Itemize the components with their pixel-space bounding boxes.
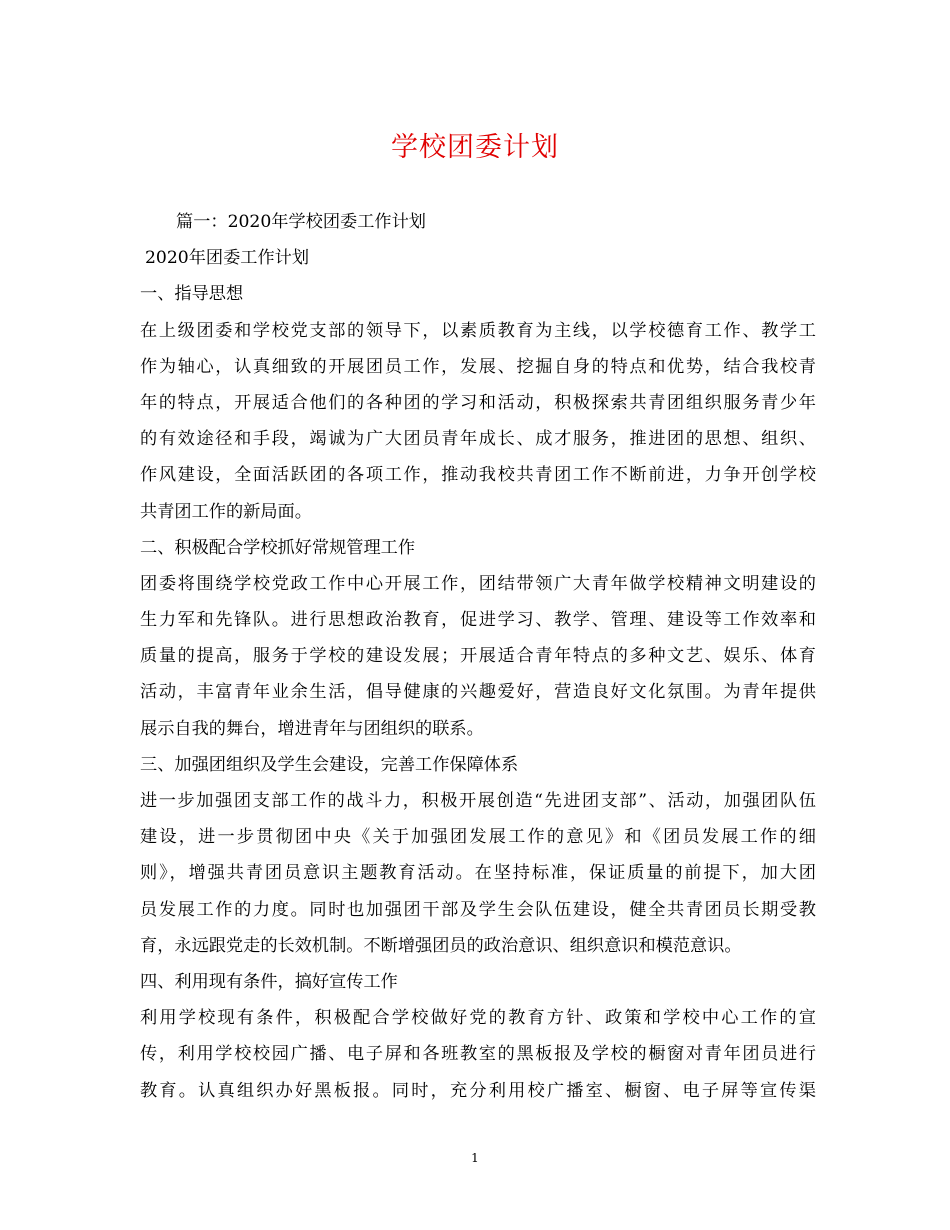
paragraph-line: 教育。认真组织办好黑板报。同时，充分利用校广播室、橱窗、电子屏等宣传渠 — [140, 1080, 816, 1101]
heading-publicity-work: 四、利用现有条件，搞好宣传工作 — [140, 971, 398, 992]
paragraph-line: 作风建设，全面活跃团的各项工作，推动我校共青团工作不断前进，力争开创学校 — [140, 465, 816, 486]
heading-organization-building: 三、加强团组织及学生会建设，完善工作保障体系 — [140, 754, 519, 775]
paragraph-line: 员发展工作的力度。同时也加强团干部及学生会队伍建设，健全共青团员长期受教 — [140, 899, 816, 920]
paragraph-line: 的有效途径和手段，竭诚为广大团员青年成长、成才服务，推进团的思想、组织、 — [140, 429, 816, 450]
paragraph-line: 育，永远跟党走的长效机制。不断增强团员的政治意识、组织意识和模范意识。 — [140, 935, 742, 956]
section-heading-piece-one: 篇一：2020年学校团委工作计划 — [176, 212, 426, 232]
paragraph-line: 生力军和先锋队。进行思想政治教育，促进学习、教学、管理、建设等工作效率和 — [140, 610, 816, 631]
heading-guiding-thought: 一、指导思想 — [140, 284, 244, 305]
paragraph-line: 建设，进一步贯彻团中央《关于加强团发展工作的意见》和《团员发展工作的细 — [140, 827, 816, 848]
heading-routine-management: 二、积极配合学校抓好常规管理工作 — [140, 537, 416, 558]
document-body — [140, 204, 816, 1109]
paragraph-line: 进一步加强团支部工作的战斗力，积极开展创造“先进团支部”、活动，加强团队伍 — [140, 791, 816, 811]
paragraph-line: 展示自我的舞台，增进青年与团组织的联系。 — [140, 718, 484, 739]
paragraph-line: 则》，增强共青团员意识主题教育活动。在坚持标准，保证质量的前提下，加大团 — [140, 863, 816, 884]
paragraph-line: 利用学校现有条件，积极配合学校做好党的教育方针、政策和学校中心工作的宣 — [140, 1008, 816, 1029]
paragraph-line: 共青团工作的新局面。 — [140, 501, 312, 522]
paragraph-line: 质量的提高，服务于学校的建设发展；开展适合青年特点的多种文艺、娱乐、体育 — [140, 646, 816, 667]
plan-subtitle: 2020年团委工作计划 — [145, 248, 310, 269]
paragraph-line: 团委将围绕学校党政工作中心开展工作，团结带领广大青年做学校精神文明建设的 — [140, 573, 816, 594]
paragraph-line: 活动，丰富青年业余生活，倡导健康的兴趣爱好，营造良好文化氛围。为青年提供 — [140, 682, 816, 703]
page-number: 1 — [471, 1151, 479, 1165]
paragraph-line: 年的特点，开展适合他们的各种团的学习和活动，积极探索共青团组织服务青少年 — [140, 392, 816, 413]
paragraph-line: 在上级团委和学校党支部的领导下，以素质教育为主线，以学校德育工作、教学工 — [140, 320, 816, 341]
paragraph-line: 作为轴心，认真细致的开展团员工作，发展、挖掘自身的特点和优势，结合我校青 — [140, 356, 816, 377]
document-title: 学校团委计划 — [391, 132, 559, 163]
paragraph-line: 传，利用学校校园广播、电子屏和各班教室的黑板报及学校的橱窗对青年团员进行 — [140, 1044, 816, 1065]
